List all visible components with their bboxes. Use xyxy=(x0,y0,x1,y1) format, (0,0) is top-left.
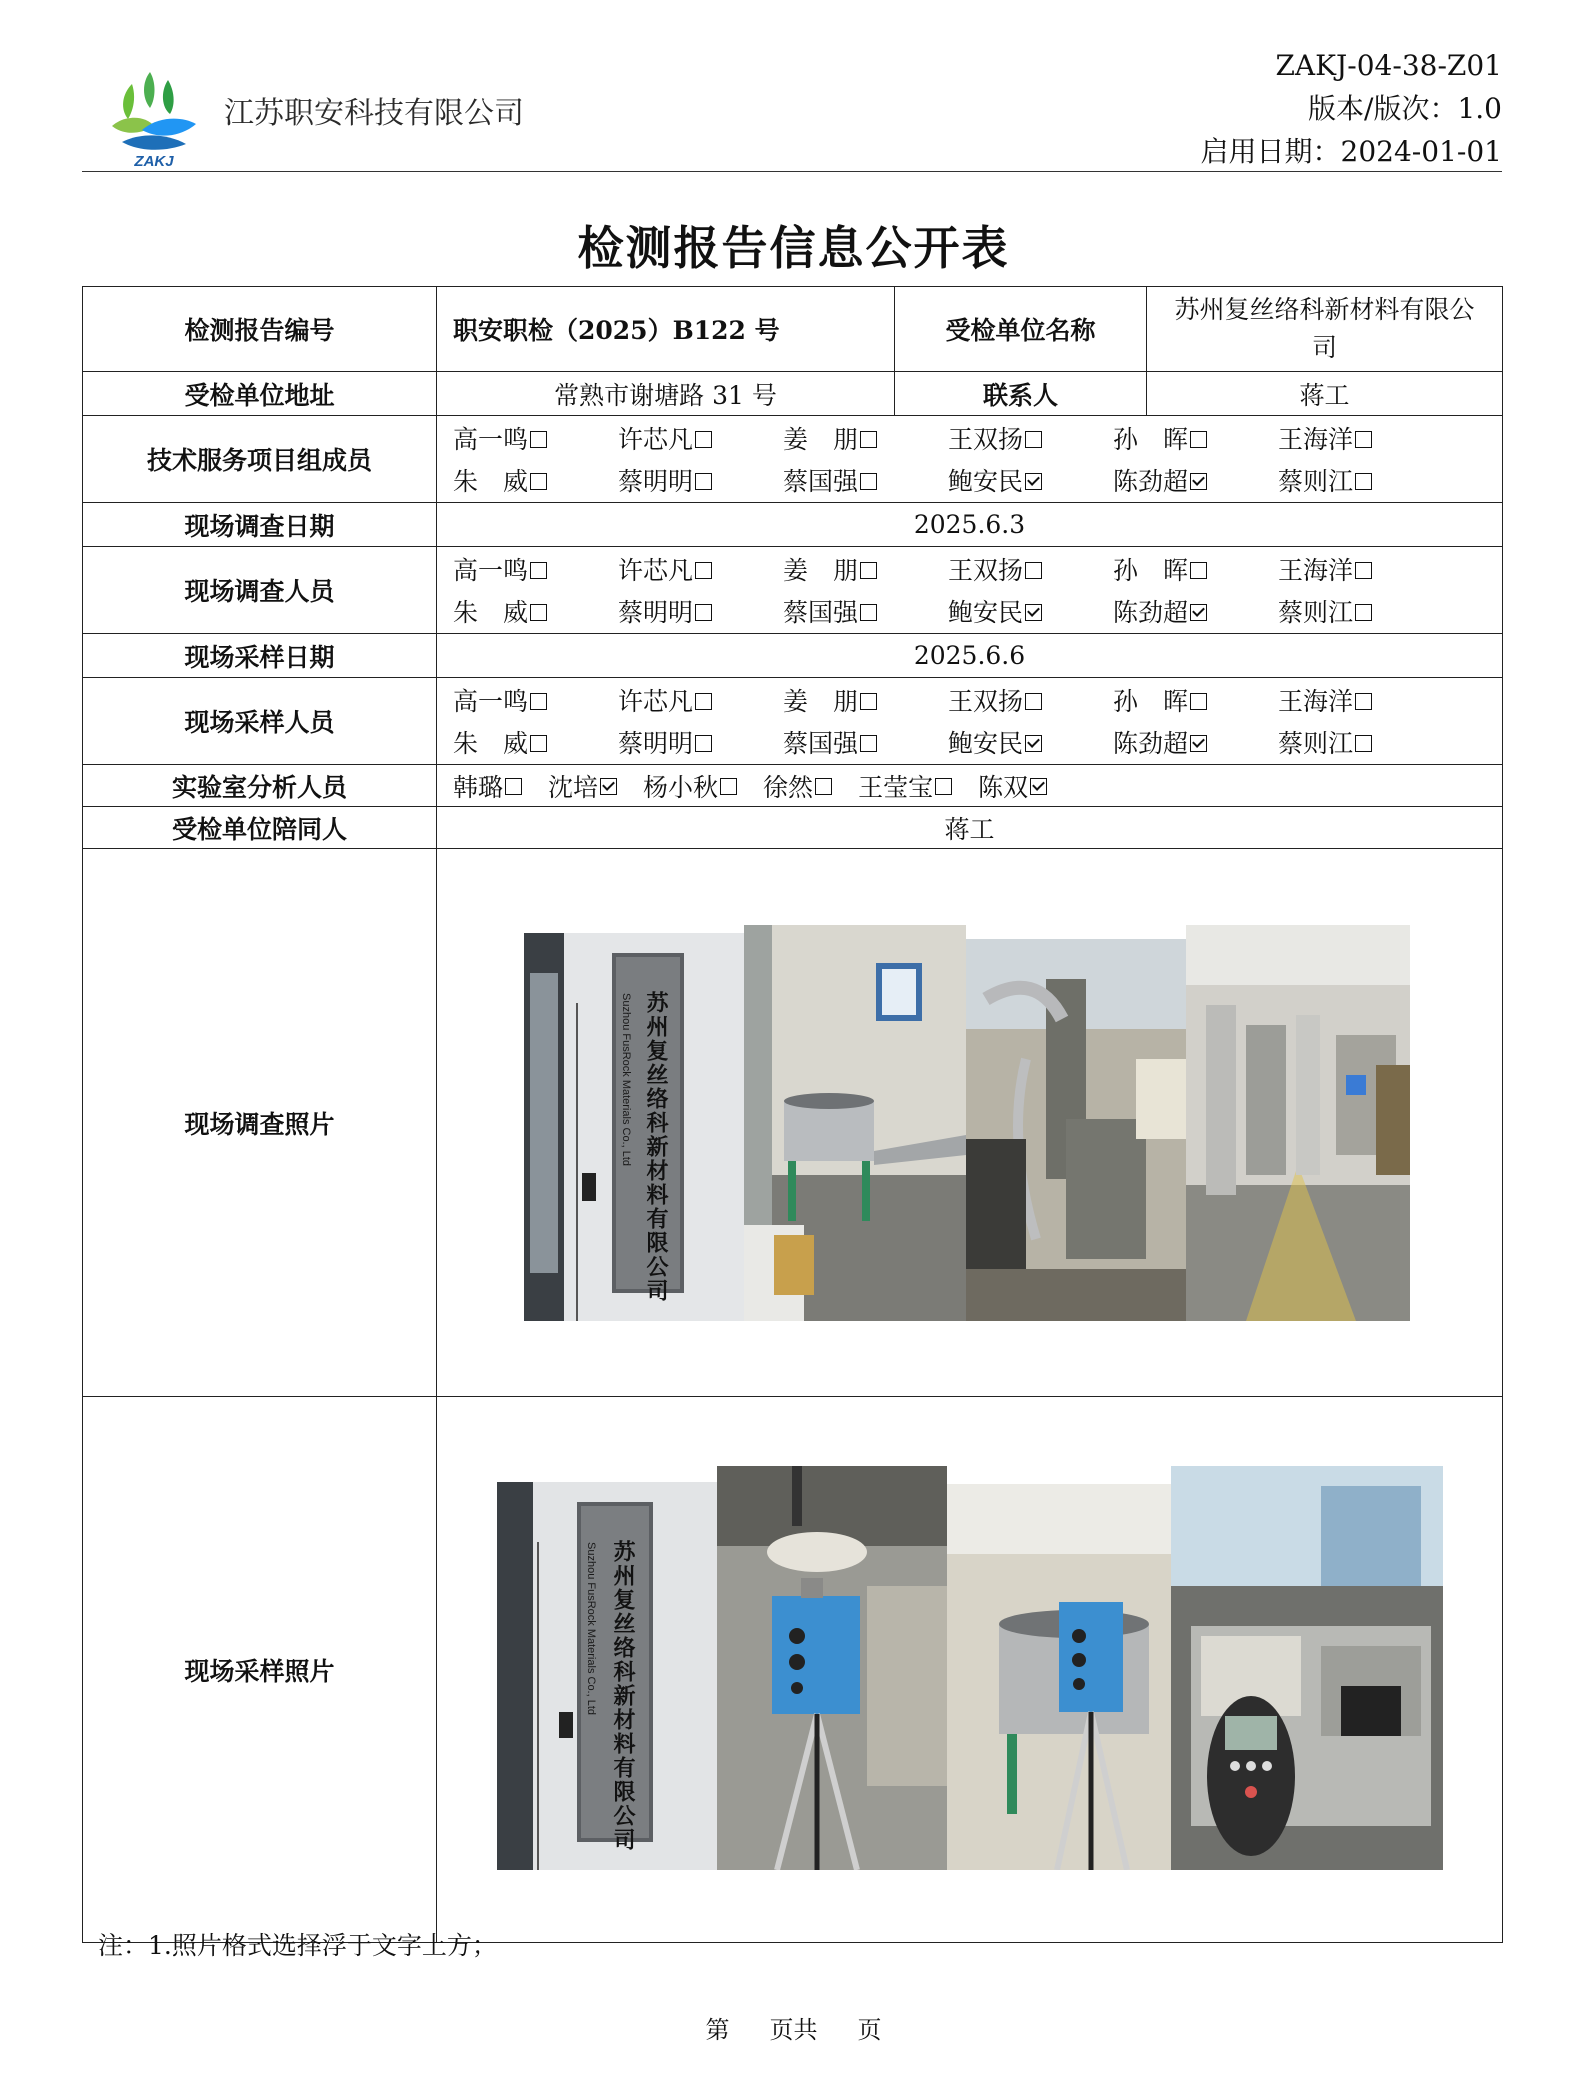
unchecked-checkbox-icon[interactable] xyxy=(1190,693,1207,710)
unchecked-checkbox-icon[interactable] xyxy=(530,735,547,752)
staff-name: 高一鸣 xyxy=(453,687,529,716)
staff-name: 许芯凡 xyxy=(618,425,694,454)
unchecked-checkbox-icon[interactable] xyxy=(530,431,547,448)
unchecked-checkbox-icon[interactable] xyxy=(1355,431,1372,448)
row-lab-staff xyxy=(83,765,1503,807)
unchecked-checkbox-icon[interactable] xyxy=(505,778,522,795)
row-survey-staff xyxy=(83,547,1503,634)
row-sampling-staff xyxy=(83,678,1503,765)
staff-item xyxy=(783,551,948,587)
staff-name: 鲍安民 xyxy=(948,467,1024,496)
sampling-date-value: 2025.6.6 xyxy=(437,634,1503,678)
staff-name: 王海洋 xyxy=(1278,687,1354,716)
photo-extruder xyxy=(966,939,1186,1321)
staff-item xyxy=(1278,420,1443,456)
contact-value: 蒋工 xyxy=(1147,372,1503,416)
unchecked-checkbox-icon[interactable] xyxy=(1190,431,1207,448)
pager-ye: 页 xyxy=(857,2016,882,2044)
unit-name-value: 苏州复丝络科新材料有限公司 xyxy=(1147,287,1503,372)
staff-name: 蔡则江 xyxy=(1278,598,1354,627)
unchecked-checkbox-icon[interactable] xyxy=(720,778,737,795)
svg-text:ZAKJ: ZAKJ xyxy=(134,153,174,170)
staff-name: 王海洋 xyxy=(1278,425,1354,454)
svg-text:苏州复丝络科新材料有限公司: 苏州复丝络科新材料有限公司 xyxy=(610,1539,636,1852)
unchecked-checkbox-icon[interactable] xyxy=(1190,562,1207,579)
unchecked-checkbox-icon[interactable] xyxy=(860,431,877,448)
staff-item xyxy=(948,682,1113,718)
staff-item xyxy=(948,724,1113,760)
unchecked-checkbox-icon[interactable] xyxy=(1355,604,1372,621)
checked-checkbox-icon[interactable] xyxy=(1025,604,1042,621)
staff-item xyxy=(1113,551,1278,587)
photo-sampler-1 xyxy=(717,1466,947,1870)
photo-mixer xyxy=(744,925,966,1321)
row-sampling-date xyxy=(83,634,1503,678)
unchecked-checkbox-icon[interactable] xyxy=(695,604,712,621)
staff-item xyxy=(548,768,617,804)
sampling-photo-label: 现场采样照片 xyxy=(83,1397,437,1943)
staff-item xyxy=(1278,724,1443,760)
staff-name: 蔡明明 xyxy=(618,598,694,627)
staff-name: 徐然 xyxy=(763,772,814,802)
staff-item xyxy=(618,682,783,718)
checked-checkbox-icon[interactable] xyxy=(1190,735,1207,752)
staff-item xyxy=(783,420,948,456)
unchecked-checkbox-icon[interactable] xyxy=(1025,693,1042,710)
unchecked-checkbox-icon[interactable] xyxy=(530,473,547,490)
staff-item xyxy=(783,724,948,760)
staff-name: 陈劲超 xyxy=(1113,729,1189,758)
staff-name: 孙 晖 xyxy=(1113,425,1189,454)
survey-photo-label: 现场调查照片 xyxy=(83,849,437,1397)
svg-text:Suzhou FusRock Materials Co.,: Suzhou FusRock Materials Co., Ltd xyxy=(585,1541,597,1715)
unchecked-checkbox-icon[interactable] xyxy=(695,735,712,752)
staff-name: 朱 威 xyxy=(453,729,529,758)
member-grid xyxy=(453,416,1486,502)
unchecked-checkbox-icon[interactable] xyxy=(860,693,877,710)
sampling-photos xyxy=(437,1400,1502,1940)
staff-item xyxy=(948,551,1113,587)
staff-name: 孙 晖 xyxy=(1113,556,1189,585)
staff-name: 蔡国强 xyxy=(783,467,859,496)
header-divider xyxy=(82,171,1502,172)
unchecked-checkbox-icon[interactable] xyxy=(695,431,712,448)
unchecked-checkbox-icon[interactable] xyxy=(860,473,877,490)
staff-name: 沈培 xyxy=(548,772,599,802)
member-grid xyxy=(453,547,1486,633)
sampling-date-label: 现场采样日期 xyxy=(83,634,437,678)
member-grid xyxy=(453,678,1486,764)
doc-code: ZAKJ-04-38-Z01 xyxy=(1275,49,1502,82)
staff-item xyxy=(453,420,618,456)
unchecked-checkbox-icon[interactable] xyxy=(860,562,877,579)
unchecked-checkbox-icon[interactable] xyxy=(860,604,877,621)
lab-staff-list xyxy=(453,768,1486,804)
staff-item xyxy=(453,724,618,760)
staff-name: 蔡国强 xyxy=(783,729,859,758)
report-no-value: 职安职检（2025）B122 号 xyxy=(437,287,895,372)
survey-date-label: 现场调查日期 xyxy=(83,503,437,547)
sampling-staff-label: 现场采样人员 xyxy=(83,678,437,765)
staff-item xyxy=(783,462,948,498)
row-escort xyxy=(83,807,1503,849)
staff-item xyxy=(783,593,948,629)
unchecked-checkbox-icon[interactable] xyxy=(530,604,547,621)
pager-ye-gong: 页共 xyxy=(769,2016,818,2044)
staff-item xyxy=(618,551,783,587)
doc-start-date: 启用日期：2024-01-01 xyxy=(1200,135,1502,168)
unchecked-checkbox-icon[interactable] xyxy=(860,735,877,752)
unchecked-checkbox-icon[interactable] xyxy=(695,693,712,710)
svg-text:苏州复丝络科新材料有限公司: 苏州复丝络科新材料有限公司 xyxy=(643,990,669,1303)
unchecked-checkbox-icon[interactable] xyxy=(530,562,547,579)
team-members xyxy=(437,416,1503,503)
row-address xyxy=(83,372,1503,416)
staff-item xyxy=(1278,462,1443,498)
staff-name: 蔡则江 xyxy=(1278,467,1354,496)
staff-item xyxy=(948,593,1113,629)
staff-name: 王双扬 xyxy=(948,556,1024,585)
staff-name: 陈双 xyxy=(978,772,1029,802)
checked-checkbox-icon[interactable] xyxy=(600,778,617,795)
row-team xyxy=(83,416,1503,503)
address-label: 受检单位地址 xyxy=(83,372,437,416)
unchecked-checkbox-icon[interactable] xyxy=(1025,562,1042,579)
staff-item xyxy=(1113,724,1278,760)
staff-name: 王莹宝 xyxy=(858,772,934,802)
info-table xyxy=(82,286,1503,1943)
staff-item xyxy=(858,768,952,804)
staff-item xyxy=(618,420,783,456)
survey-staff-members xyxy=(437,547,1503,634)
footnote: 注：1.照片格式选择浮于文字上方； xyxy=(98,1931,497,1960)
survey-photos xyxy=(437,853,1502,1393)
staff-name: 陈劲超 xyxy=(1113,598,1189,627)
checked-checkbox-icon[interactable] xyxy=(1190,604,1207,621)
unchecked-checkbox-icon[interactable] xyxy=(1355,735,1372,752)
team-label: 技术服务项目组成员 xyxy=(83,416,437,503)
unchecked-checkbox-icon[interactable] xyxy=(1355,693,1372,710)
photo-company-sign xyxy=(524,933,744,1321)
row-sampling-photos xyxy=(83,1397,1503,1943)
unchecked-checkbox-icon[interactable] xyxy=(1355,562,1372,579)
survey-date-value: 2025.6.3 xyxy=(437,503,1503,547)
address-value: 常熟市谢塘路 31 号 xyxy=(437,372,895,416)
unchecked-checkbox-icon[interactable] xyxy=(695,473,712,490)
staff-item xyxy=(453,551,618,587)
unchecked-checkbox-icon[interactable] xyxy=(530,693,547,710)
staff-item xyxy=(453,462,618,498)
unchecked-checkbox-icon[interactable] xyxy=(1355,473,1372,490)
staff-item xyxy=(453,768,522,804)
staff-item xyxy=(783,682,948,718)
staff-name: 姜 朋 xyxy=(783,425,859,454)
checked-checkbox-icon[interactable] xyxy=(1025,473,1042,490)
unchecked-checkbox-icon[interactable] xyxy=(1025,431,1042,448)
sampling-staff-members xyxy=(437,678,1503,765)
staff-item xyxy=(1113,682,1278,718)
staff-name: 许芯凡 xyxy=(618,556,694,585)
staff-name: 高一鸣 xyxy=(453,556,529,585)
staff-name: 王双扬 xyxy=(948,687,1024,716)
unchecked-checkbox-icon[interactable] xyxy=(815,778,832,795)
page-header xyxy=(82,40,1502,172)
pager-di: 第 xyxy=(705,2016,730,2044)
staff-item xyxy=(948,420,1113,456)
staff-name: 蔡则江 xyxy=(1278,729,1354,758)
staff-name: 姜 朋 xyxy=(783,687,859,716)
staff-item xyxy=(1278,682,1443,718)
row-report-no xyxy=(83,287,1503,372)
lab-label: 实验室分析人员 xyxy=(83,765,437,807)
photo-workshop xyxy=(1186,925,1410,1321)
staff-name: 孙 晖 xyxy=(1113,687,1189,716)
svg-text:Suzhou FusRock Materials Co.,: Suzhou FusRock Materials Co., Ltd xyxy=(620,992,632,1166)
unit-name-label: 受检单位名称 xyxy=(895,287,1147,372)
staff-item xyxy=(978,768,1047,804)
staff-name: 蔡明明 xyxy=(618,729,694,758)
staff-name: 许芯凡 xyxy=(618,687,694,716)
staff-name: 高一鸣 xyxy=(453,425,529,454)
staff-name: 蔡国强 xyxy=(783,598,859,627)
report-no-label: 检测报告编号 xyxy=(83,287,437,372)
doc-version: 版本/版次：1.0 xyxy=(1308,92,1502,125)
sampling-photo-cell xyxy=(437,1397,1503,1943)
staff-item xyxy=(618,724,783,760)
escort-value: 蒋工 xyxy=(437,807,1503,849)
staff-item xyxy=(618,593,783,629)
staff-item xyxy=(618,462,783,498)
company-name: 江苏职安科技有限公司 xyxy=(224,96,524,131)
page-title: 检测报告信息公开表 xyxy=(577,221,1010,275)
page-footer xyxy=(0,2010,1587,2045)
staff-name: 陈劲超 xyxy=(1113,467,1189,496)
staff-name: 姜 朋 xyxy=(783,556,859,585)
staff-name: 蔡明明 xyxy=(618,467,694,496)
document-info xyxy=(1201,44,1502,173)
survey-photo-cell xyxy=(437,849,1503,1397)
row-survey-date xyxy=(83,503,1503,547)
unchecked-checkbox-icon[interactable] xyxy=(695,562,712,579)
lab-staff-members xyxy=(437,765,1503,807)
staff-item xyxy=(1278,551,1443,587)
contact-label: 联系人 xyxy=(895,372,1147,416)
staff-item xyxy=(1113,420,1278,456)
staff-name: 王海洋 xyxy=(1278,556,1354,585)
survey-staff-label: 现场调查人员 xyxy=(83,547,437,634)
staff-item xyxy=(1278,593,1443,629)
staff-item xyxy=(1113,462,1278,498)
checked-checkbox-icon[interactable] xyxy=(1025,735,1042,752)
staff-item xyxy=(453,682,618,718)
checked-checkbox-icon[interactable] xyxy=(1190,473,1207,490)
zakj-logo xyxy=(102,64,206,172)
photo-sampler-2 xyxy=(947,1484,1171,1870)
photo-noise-meter xyxy=(1171,1466,1443,1870)
staff-name: 韩璐 xyxy=(453,772,504,802)
staff-item xyxy=(453,593,618,629)
row-survey-photos xyxy=(83,849,1503,1397)
staff-name: 朱 威 xyxy=(453,598,529,627)
escort-label: 受检单位陪同人 xyxy=(83,807,437,849)
staff-item xyxy=(948,462,1113,498)
staff-name: 朱 威 xyxy=(453,467,529,496)
staff-item xyxy=(763,768,832,804)
staff-name: 王双扬 xyxy=(948,425,1024,454)
staff-name: 鲍安民 xyxy=(948,729,1024,758)
checked-checkbox-icon[interactable] xyxy=(1030,778,1047,795)
photo-company-sign-2 xyxy=(497,1482,717,1870)
staff-item xyxy=(1113,593,1278,629)
staff-name: 杨小秋 xyxy=(643,772,719,802)
staff-item xyxy=(643,768,737,804)
unchecked-checkbox-icon[interactable] xyxy=(935,778,952,795)
staff-name: 鲍安民 xyxy=(948,598,1024,627)
